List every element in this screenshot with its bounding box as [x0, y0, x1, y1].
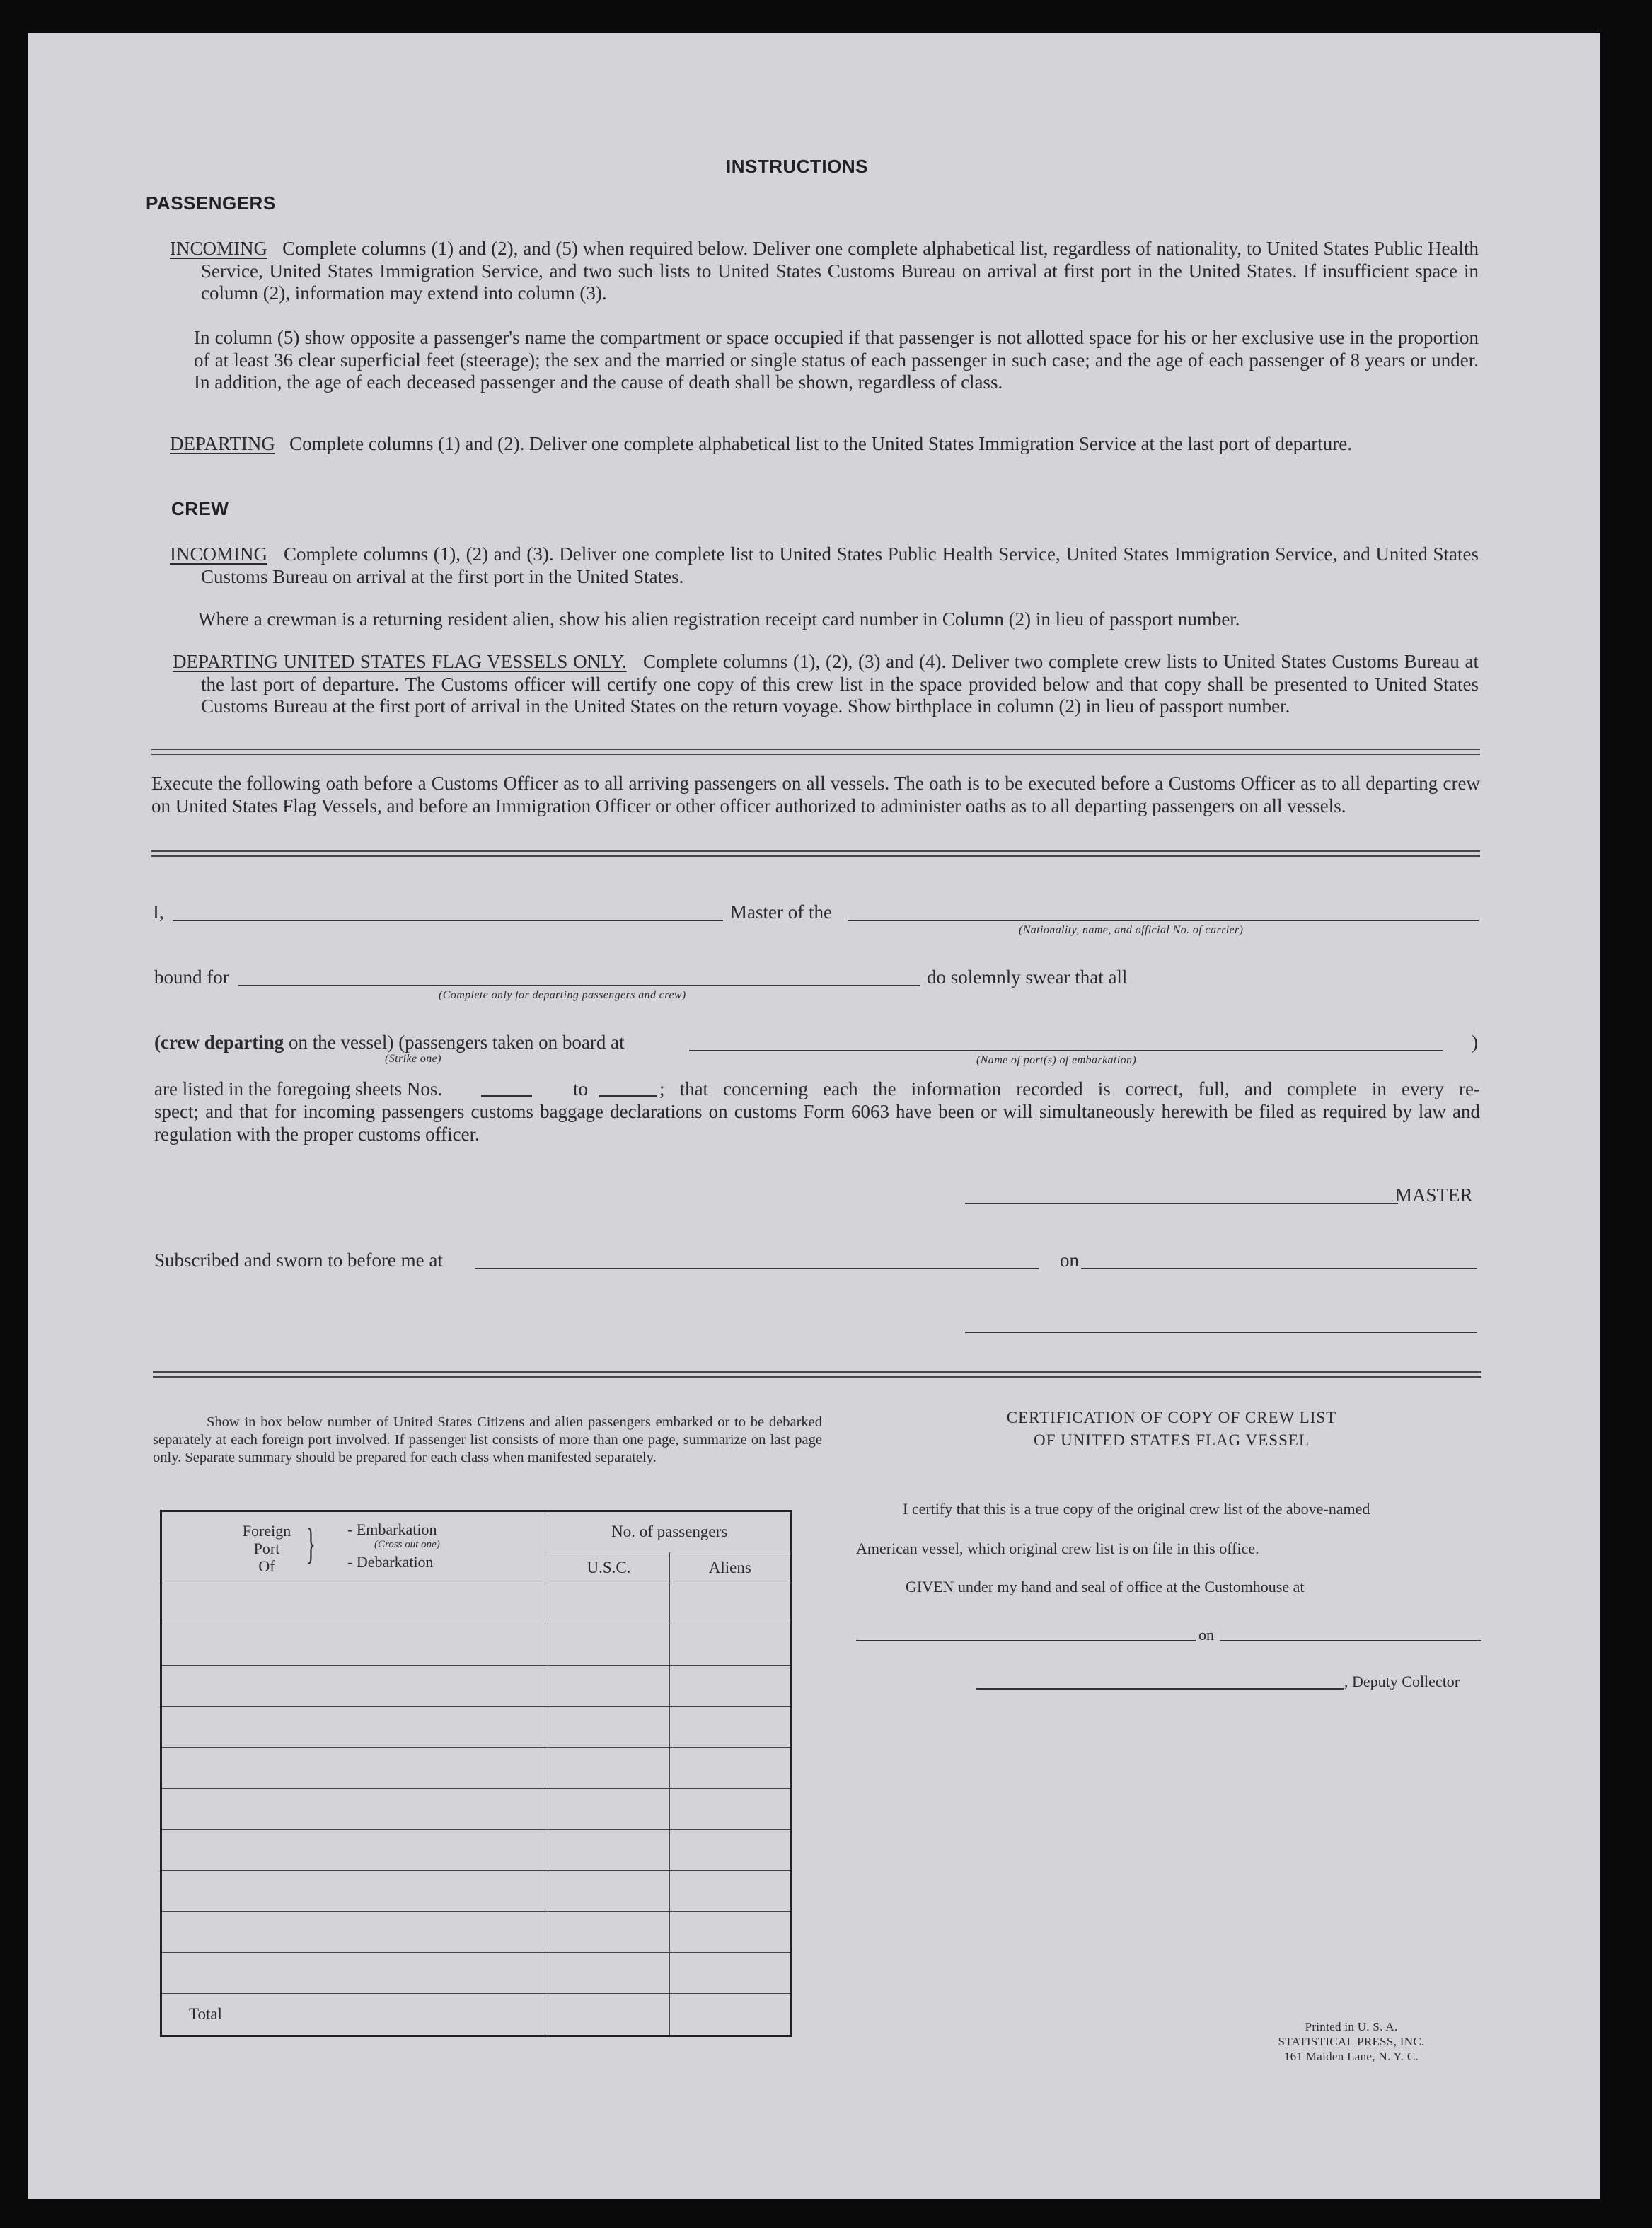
- carrier-hint: (Nationality, name, and official No. of carrier): [1019, 924, 1244, 936]
- usc-cell[interactable]: [548, 1871, 669, 1912]
- deputy-collector-label: , Deputy Collector: [1344, 1673, 1460, 1690]
- imprint-line-3: 161 Maiden Lane, N. Y. C.: [1283, 2050, 1419, 2063]
- bound-for-label: bound for: [154, 966, 229, 988]
- debarkation-label: - Debarkation: [347, 1553, 434, 1571]
- aliens-cell[interactable]: [669, 1707, 791, 1748]
- imprint-line-2: STATISTICAL PRESS, INC.: [1278, 2035, 1425, 2048]
- table-row: [161, 1666, 792, 1707]
- table-row: [161, 1871, 792, 1912]
- usc-cell[interactable]: [548, 1830, 669, 1871]
- sworn-place-field[interactable]: [475, 1268, 1039, 1269]
- port-cell[interactable]: [161, 1583, 548, 1624]
- passengers-departing-paragraph: [170, 433, 1479, 456]
- printer-imprint: [1259, 2019, 1443, 2064]
- sworn-on-label: on: [1060, 1249, 1079, 1271]
- sheet-from-field[interactable]: [481, 1095, 532, 1097]
- crew-heading: CREW: [171, 498, 229, 519]
- aliens-cell[interactable]: [669, 1624, 791, 1666]
- certification-on-label: on: [1198, 1626, 1214, 1644]
- brace-glyph: }: [306, 1520, 316, 1567]
- given-line: GIVEN under my hand and seal of office at the Customhouse at: [906, 1578, 1305, 1595]
- passengers-heading: PASSENGERS: [146, 192, 276, 214]
- certification-date-field[interactable]: [1220, 1640, 1481, 1641]
- bound-for-hint: (Complete only for departing passengers and crew): [439, 989, 686, 1001]
- table-row: [161, 1830, 792, 1871]
- crew-incoming-label: INCOMING: [170, 543, 267, 565]
- master-name-field[interactable]: [173, 920, 723, 921]
- swear-label: do solemnly swear that all: [927, 966, 1128, 988]
- passengers-taken-label: (passengers taken on board at: [398, 1032, 625, 1053]
- crew-departing-label: DEPARTING UNITED STATES FLAG VESSELS ONLY.: [173, 651, 627, 672]
- crew-incoming-paragraph: [170, 543, 1479, 588]
- aliens-cell[interactable]: [669, 1748, 791, 1789]
- table-row: [161, 1912, 792, 1953]
- page-title: INSTRUCTIONS: [726, 156, 868, 177]
- usc-cell[interactable]: [548, 1912, 669, 1953]
- port-cell[interactable]: [161, 1871, 548, 1912]
- on-vessel-label: on the vessel): [288, 1032, 394, 1053]
- port-cell[interactable]: [161, 1666, 548, 1707]
- sheet-to-field[interactable]: [599, 1095, 657, 1097]
- port-header-cell: [161, 1511, 548, 1583]
- passengers-incoming-text: Complete columns (1) and (2), and (5) when required below. Deliver one complete alphabetical list, regardless of nationality, to United States Public Health Service, United States Immigration Service, and two such lists to United States Customs Bureau on arrival at first port in the United States. If insufficient space in column (2), information may extend into column (3).: [201, 238, 1479, 304]
- deputy-collector-signature[interactable]: [976, 1688, 1344, 1690]
- aliens-cell[interactable]: [669, 1583, 791, 1624]
- crew-departing-text: Complete columns (1), (2), (3) and (4). Deliver two complete crew lists to United States Customs Bureau at the last port of departure. The Customs officer will certify one copy of this crew list in the space provided below and that copy shall be presented to United States Customs Bureau at the first port of arrival in the United States on the return voyage. Show birthplace in column (2) in lieu of passport number.: [201, 651, 1479, 717]
- table-row: [161, 1748, 792, 1789]
- aliens-cell[interactable]: [669, 1871, 791, 1912]
- bound-for-field[interactable]: [238, 985, 920, 986]
- port-cell[interactable]: [161, 1830, 548, 1871]
- crew-incoming-text: Complete columns (1), (2) and (3). Deliver one complete list to United States Public Health Service, United States Immigration Service, and United States Customs Bureau on arrival at the first port in the United States.: [201, 543, 1479, 587]
- table-row: [161, 1583, 792, 1624]
- form-sheet: [28, 33, 1600, 2199]
- aliens-header: Aliens: [669, 1552, 791, 1583]
- officer-signature-field[interactable]: [965, 1332, 1477, 1333]
- no-of-passengers-header: No. of passengers: [548, 1511, 792, 1552]
- certification-title: [874, 1407, 1469, 1452]
- strike-one-choice: [154, 1032, 625, 1054]
- crew-departing-label: (crew departing: [154, 1032, 284, 1053]
- aliens-cell[interactable]: [669, 1912, 791, 1953]
- summary-instructions: Show in box below number of United States Citizens and alien passengers embarked or to be debarked separately at each foreign port involved. If passenger list consists of more than one page, summarize on last page only. Separate summary should be prepared for each class when manifested separately.: [153, 1414, 822, 1465]
- crew-departing-paragraph: [173, 651, 1479, 718]
- embarkation-ports-field[interactable]: [689, 1050, 1443, 1051]
- oath-intro-paragraph: Execute the following oath before a Customs Officer as to all arriving passengers on all vessels. The oath is to be executed before a Customs Officer as to all departing crew on United States Flag Vessels, and before an Immigration Officer or other officer authorized to administer oaths as to all departing passengers on all vessels.: [151, 773, 1480, 816]
- master-of-label: Master of the: [730, 901, 832, 923]
- master-signature-field[interactable]: [965, 1203, 1398, 1204]
- close-paren: ): [1472, 1032, 1478, 1053]
- listed-text-2: ; that concerning each the information recorded is correct, full, and complete in every re-: [659, 1078, 1480, 1099]
- subscribed-label: Subscribed and sworn to before me at: [154, 1249, 443, 1271]
- strike-one-hint: (Strike one): [385, 1053, 441, 1065]
- passengers-incoming-label: INCOMING: [170, 238, 267, 259]
- listed-text-3: spect; and that for incoming passengers customs baggage declarations on customs Form 6063 have been or will simultaneously herewith be filed as required by law and regulation with the proper customs officer.: [154, 1101, 1480, 1145]
- sworn-date-field[interactable]: [1081, 1268, 1477, 1269]
- section-divider: [153, 1371, 1481, 1378]
- customhouse-field[interactable]: [856, 1640, 1196, 1641]
- crew-resident-paragraph: Where a crewman is a returning resident alien, show his alien registration receipt card number in Column (2) in lieu of passport number.: [198, 608, 1240, 630]
- carrier-field[interactable]: [848, 920, 1479, 921]
- port-cell[interactable]: [161, 1707, 548, 1748]
- ports-hint: (Name of port(s) of embarkation): [976, 1054, 1137, 1066]
- usc-total-cell[interactable]: [548, 1994, 669, 2036]
- usc-cell[interactable]: [548, 1624, 669, 1666]
- aliens-cell[interactable]: [669, 1666, 791, 1707]
- usc-cell[interactable]: [548, 1953, 669, 1994]
- certification-title-2: OF UNITED STATES FLAG VESSEL: [1034, 1431, 1310, 1449]
- usc-cell[interactable]: [548, 1666, 669, 1707]
- usc-cell[interactable]: [548, 1789, 669, 1830]
- certify-line-1: I certify that this is a true copy of the original crew list of the above-named: [903, 1500, 1370, 1518]
- oath-i-label: I,: [153, 901, 164, 923]
- usc-header: U.S.C.: [548, 1552, 669, 1583]
- section-divider: [151, 749, 1480, 755]
- port-cell[interactable]: [161, 1748, 548, 1789]
- total-label: Total: [161, 1994, 548, 2036]
- embarkation-label: - Embarkation: [347, 1520, 437, 1538]
- usc-cell[interactable]: [548, 1748, 669, 1789]
- passenger-summary-table: [160, 1510, 792, 2037]
- passengers-departing-label: DEPARTING: [170, 433, 275, 454]
- passengers-incoming-paragraph: [170, 238, 1479, 305]
- master-label: MASTER: [1395, 1184, 1473, 1206]
- listed-text-1: are listed in the foregoing sheets Nos.: [154, 1078, 443, 1099]
- section-divider: [151, 850, 1480, 857]
- port-cell[interactable]: [161, 1953, 548, 1994]
- table-row: [161, 1707, 792, 1748]
- port-cell[interactable]: [161, 1789, 548, 1830]
- imprint-line-1: Printed in U. S. A.: [1305, 2020, 1398, 2033]
- to-label: to: [573, 1078, 589, 1099]
- passengers-departing-text: Complete columns (1) and (2). Deliver one complete alphabetical list to the United States Immigration Service at the last port of departure.: [289, 433, 1352, 454]
- port-cell[interactable]: [161, 1624, 548, 1666]
- usc-cell[interactable]: [548, 1583, 669, 1624]
- table-row: [161, 1953, 792, 1994]
- aliens-cell[interactable]: [669, 1830, 791, 1871]
- cross-out-hint: (Cross out one): [374, 1539, 440, 1550]
- port-cell[interactable]: [161, 1912, 548, 1953]
- certification-title-1: CERTIFICATION OF COPY OF CREW LIST: [1006, 1409, 1337, 1426]
- total-row: [161, 1994, 792, 2036]
- table-row: [161, 1789, 792, 1830]
- usc-cell[interactable]: [548, 1707, 669, 1748]
- aliens-total-cell[interactable]: [669, 1994, 791, 2036]
- passengers-column5-paragraph: In column (5) show opposite a passenger's name the compartment or space occupied if that passenger is not allotted space for his or her exclusive use in the proportion of at least 36 clear superficial feet (steerage); the sex and the married or single status of each passenger in such case; and the age of each passenger of 8 years or under. In addition, the age of each deceased passenger and the cause of death shall be shown, regardless of class.: [194, 327, 1479, 393]
- table-row: [161, 1624, 792, 1666]
- aliens-cell[interactable]: [669, 1789, 791, 1830]
- certify-line-2: American vessel, which original crew list is on file in this office.: [856, 1540, 1259, 1557]
- foreign-port-of: Foreign Port Of: [242, 1522, 291, 1575]
- aliens-cell[interactable]: [669, 1953, 791, 1994]
